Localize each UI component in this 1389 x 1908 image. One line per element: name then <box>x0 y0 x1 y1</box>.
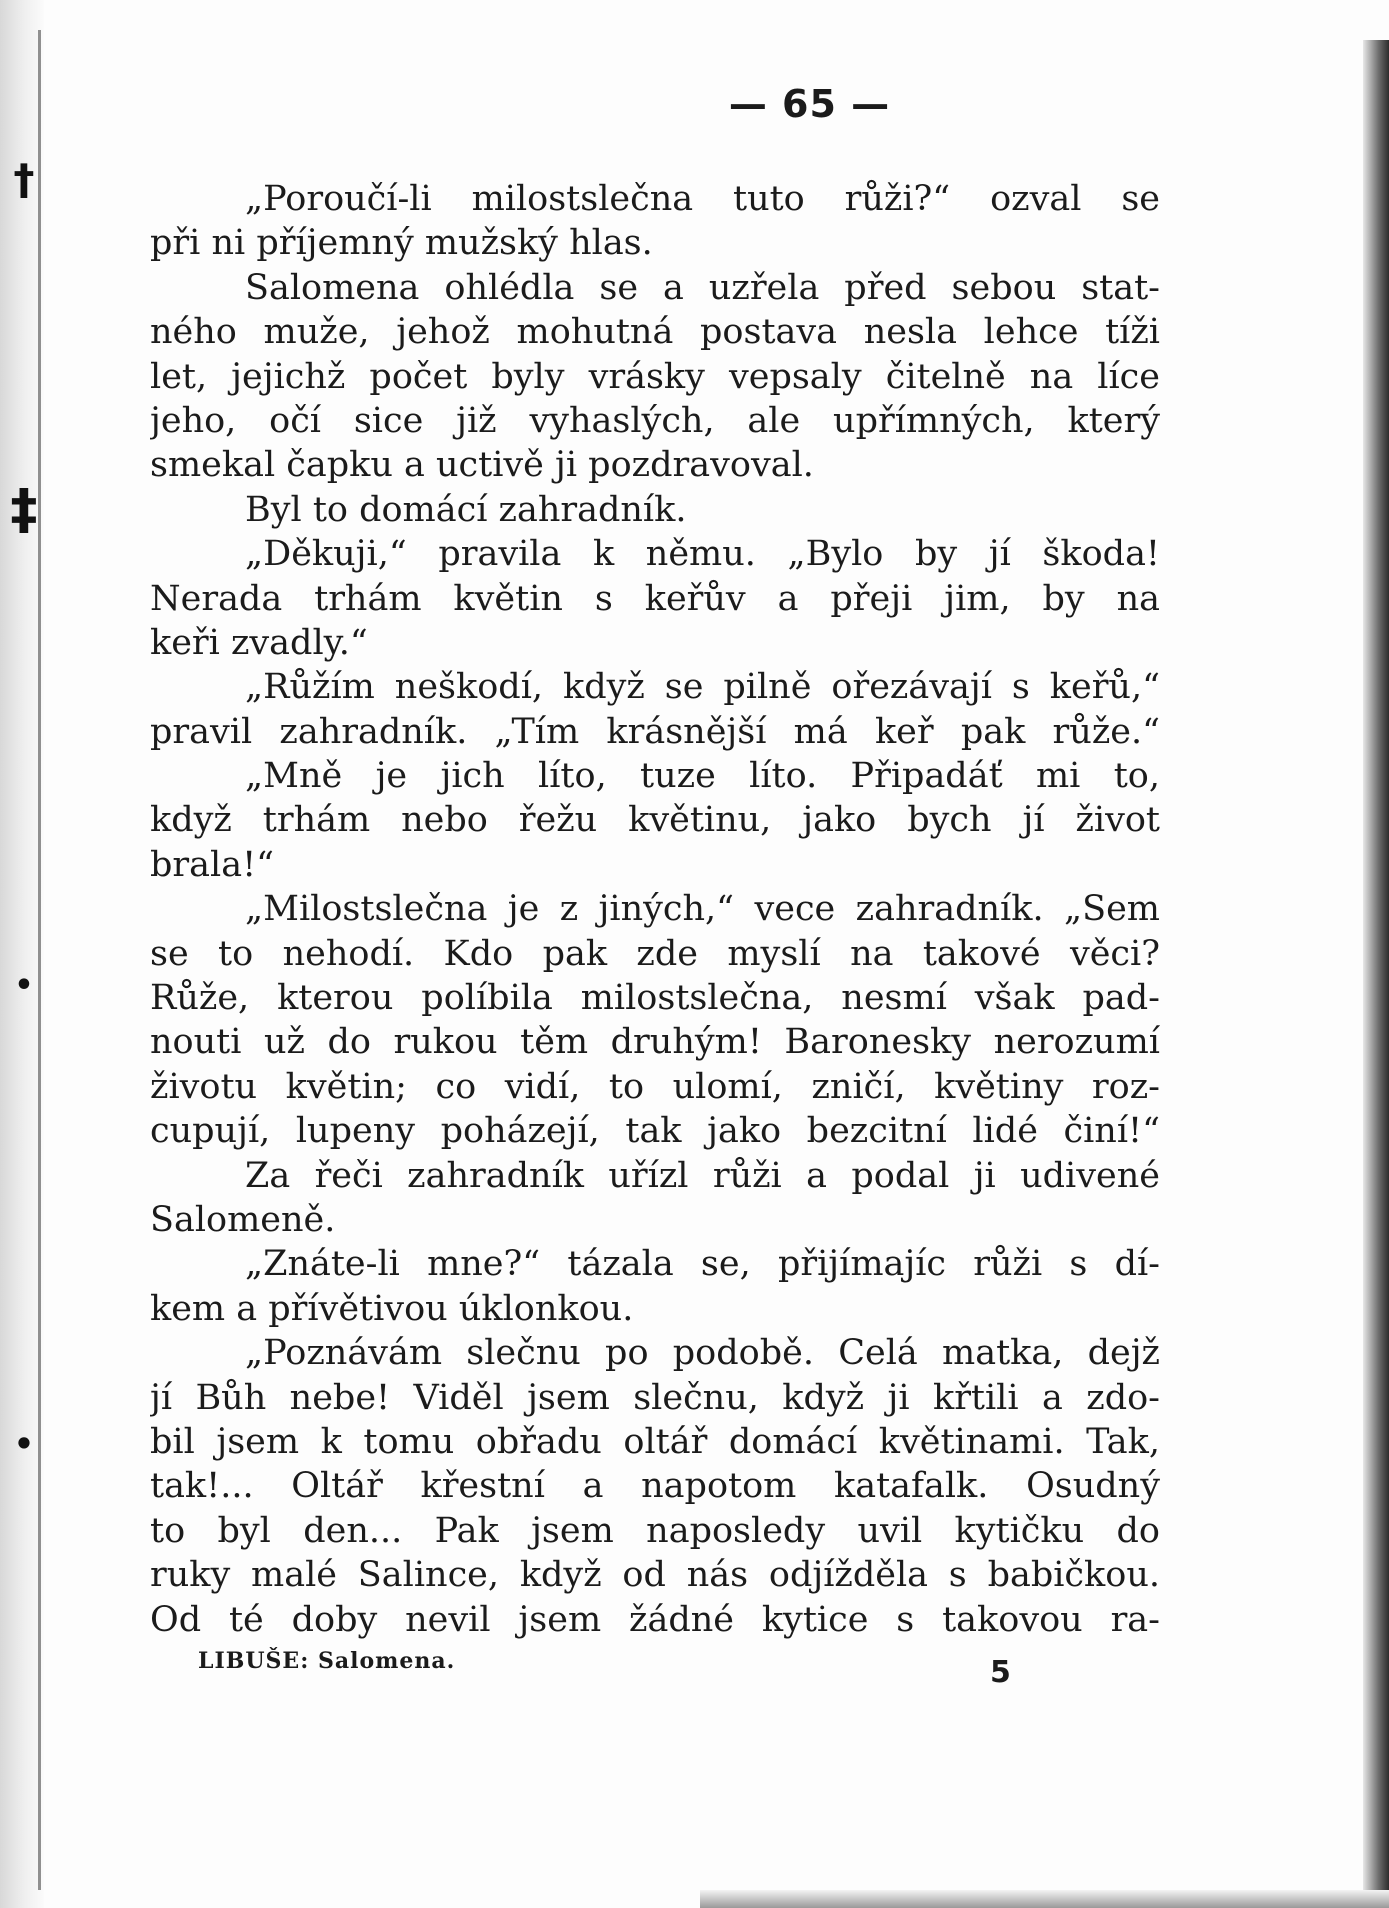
text-line: Za řeči zahradník uřízl růži a podal ji udivené <box>245 1155 1160 1196</box>
footer-signature: LIBUŠE: Salomena. <box>198 1648 456 1674</box>
text-line: kem a přívětivou úklonkou. <box>150 1288 634 1329</box>
text-line: životu květin; co vidí, to ulomí, zničí, květiny roz- <box>150 1066 1160 1107</box>
text-line: „Mně je jich líto, tuze líto. Připadáť mi to, <box>245 756 1160 797</box>
text-line: „Poroučí-li milostslečna tuto růži?“ ozval se <box>245 179 1160 219</box>
text-line: jí Bůh nebe! Viděl jsem slečnu, když ji křtili a zdo- <box>150 1377 1160 1418</box>
page-bottom-edge <box>700 1890 1389 1908</box>
text-line: Byl to domácí zahradník. <box>245 489 687 530</box>
text-line: „Znáte-li mne?“ tázala se, přijímajíc růži s dí- <box>245 1244 1160 1285</box>
text-line: nouti už do rukou těm druhým! Baronesky nerozumí <box>150 1022 1160 1063</box>
text-line: když trhám nebo řežu květinu, jako bych jí život <box>150 800 1160 841</box>
text-line: tak!... Oltář křestní a napotom katafalk. Osudný <box>150 1466 1160 1507</box>
footer-sheet-number: 5 <box>990 1655 1011 1690</box>
text-line: při ni příjemný mužský hlas. <box>150 223 653 264</box>
text-line: „Poznávám slečnu po podobě. Celá matka, dejž <box>245 1333 1160 1374</box>
text-line: keři zvadly.“ <box>150 622 368 663</box>
text-line: „Milostslečna je z jiných,“ vece zahradník. „Sem <box>245 889 1160 930</box>
text-line: cupují, lupeny poházejí, tak jako bezcitní lidé činí!“ <box>150 1111 1160 1152</box>
binding-edge <box>38 30 41 1890</box>
text-line: let, jejichž počet byly vrásky vepsaly čitelně na líce <box>150 356 1160 397</box>
margin-dot-icon: • <box>13 1425 35 1463</box>
page-number: — 65 — <box>728 82 891 126</box>
margin-mark-icon: † <box>13 155 35 204</box>
text-line: ného muže, jehož mohutná postava nesla lehce tíži <box>150 312 1160 353</box>
text-line: Růže, kterou políbila milostslečna, nesmí však pad- <box>150 978 1160 1019</box>
margin-dot-icon: • <box>14 968 34 1003</box>
margin-cross-icon: ‡ <box>10 478 38 541</box>
text-line: bil jsem k tomu obřadu oltář domácí květinami. Tak, <box>150 1421 1160 1462</box>
body-text <box>150 177 1160 1642</box>
text-line: se to nehodí. Kdo pak zde myslí na takové věci? <box>150 933 1160 974</box>
text-line: Nerada trhám květin s keřův a přeji jim, by na <box>150 578 1160 619</box>
text-line: jeho, očí sice již vyhaslých, ale upřímných, který <box>150 400 1160 441</box>
text-line: ruky malé Salince, když od nás odjížděla s babičkou. <box>150 1555 1160 1596</box>
text-line: „Růžím neškodí, když se pilně ořezávají s keřů,“ <box>245 667 1160 708</box>
text-line: „Děkuji,“ pravila k němu. „Bylo by jí škoda! <box>245 534 1160 575</box>
text-line: Od té doby nevil jsem žádné kytice s takovou ra- <box>150 1599 1160 1640</box>
text-line: to byl den... Pak jsem naposledy uvil kytičku do <box>150 1510 1160 1551</box>
text-line: pravil zahradník. „Tím krásnější má keř pak růže.“ <box>150 711 1160 752</box>
text-line: brala!“ <box>150 844 275 885</box>
text-line: Salomena ohlédla se a uzřela před sebou stat- <box>245 267 1160 308</box>
text-line: Salomeně. <box>150 1199 336 1240</box>
page-right-edge <box>1363 40 1389 1908</box>
text-line: smekal čapku a uctivě ji pozdravoval. <box>150 445 814 486</box>
